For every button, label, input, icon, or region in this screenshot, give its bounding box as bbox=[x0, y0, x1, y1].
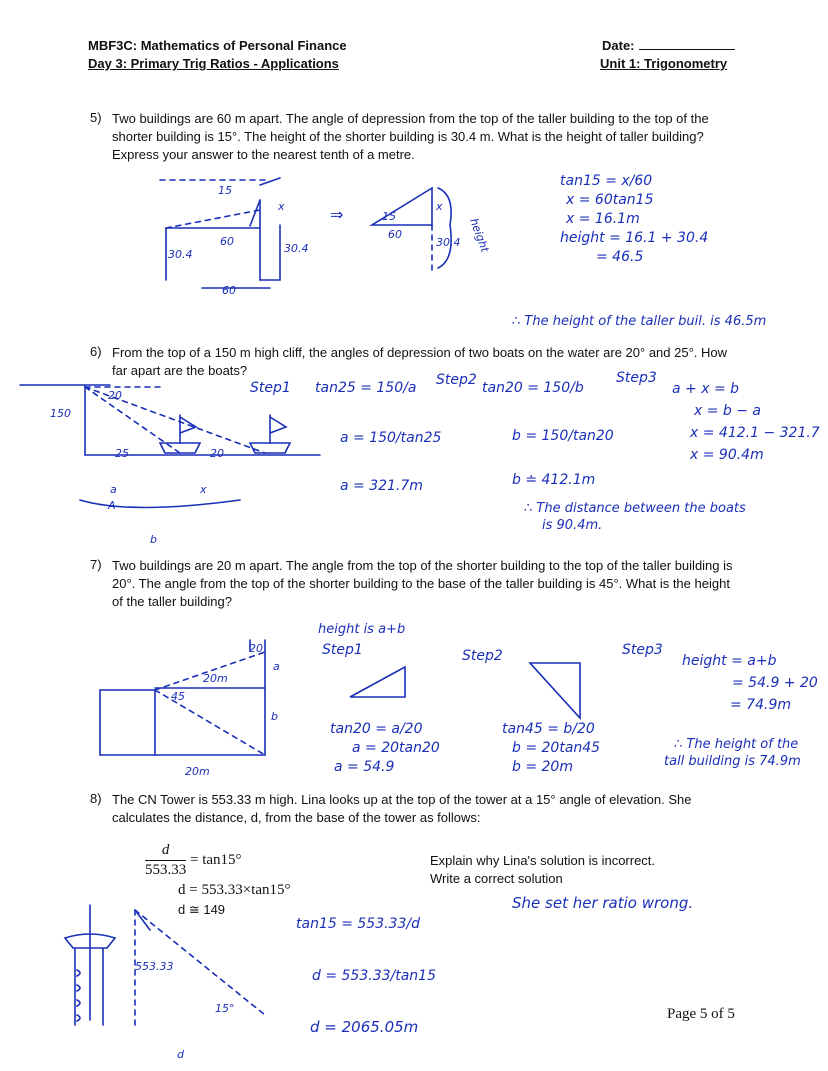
q6-diagram bbox=[20, 375, 320, 550]
q7-conclusion-line: ∴ The height of the bbox=[674, 737, 799, 752]
q6-step2-line: b ≐ 412.1m bbox=[512, 472, 596, 488]
q6-step3-line: a + x = b bbox=[672, 381, 740, 397]
q5-small-304: 30.4 bbox=[436, 236, 461, 249]
course-title: MBF3C: Mathematics of Personal Finance bbox=[88, 38, 347, 53]
question-6-number: 6) bbox=[90, 344, 102, 359]
q6-step1-line: a = 321.7m bbox=[340, 478, 423, 494]
question-6-text: From the top of a 150 m high cliff, the angles of depression of two boats on the water are 20° and 25°. How far apart are the boats? bbox=[112, 345, 728, 378]
q6-step3-work bbox=[672, 378, 820, 466]
q5-diagram bbox=[150, 170, 530, 310]
q7-step3-line: height = a+b bbox=[682, 653, 777, 669]
q7-step2-triangle bbox=[525, 658, 595, 728]
q6-conclusion bbox=[524, 500, 746, 534]
q5-work bbox=[560, 172, 708, 267]
q5-angle-label: 15 bbox=[218, 184, 232, 197]
q6-x-label: x bbox=[200, 483, 207, 496]
q5-conclusion: ∴ The height of the taller buil. is 46.5m bbox=[512, 314, 767, 329]
q5-height-label: height bbox=[467, 216, 492, 254]
q6-step3-label: Step3 bbox=[616, 370, 657, 386]
q7-a-label: a bbox=[273, 660, 280, 673]
q7-conclusion-line: tall building is 74.9m bbox=[664, 754, 801, 769]
q5-short-height: 30.4 bbox=[168, 248, 193, 261]
q5-work-line: tan15 = x/60 bbox=[560, 173, 653, 189]
question-5-number: 5) bbox=[90, 110, 102, 125]
q8-d-label: d bbox=[177, 1048, 184, 1061]
q5-arrow-60: 60 bbox=[222, 284, 236, 297]
q7-step3-line: = 74.9m bbox=[730, 697, 791, 713]
q7-step1-line: a = 54.9 bbox=[334, 759, 395, 775]
q5-60-label: 60 bbox=[220, 235, 234, 248]
q7-step2-work bbox=[502, 720, 600, 777]
q7-bottom-20m: 20m bbox=[185, 765, 210, 778]
q7-step1-label: Step1 bbox=[322, 642, 363, 658]
q7-step3-line: = 54.9 + 20 bbox=[732, 675, 818, 691]
q7-angle-20: 20 bbox=[249, 642, 263, 655]
q6-step1-line: a = 150/tan25 bbox=[340, 430, 442, 446]
q6-step2-line: b = 150/tan20 bbox=[512, 428, 614, 444]
question-5-text: Two buildings are 60 m apart. The angle of depression from the top of the taller building to the top of the shorter building is 15°. The height of the shorter building is 30.4 m. What is the height of taller building? Express your answer to the nearest tenth of a metre. bbox=[112, 111, 709, 162]
q8-height-label: 553.33 bbox=[135, 960, 174, 973]
date-label: Date: bbox=[602, 38, 735, 53]
q6-step3-line: x = b − a bbox=[694, 403, 762, 419]
unit-title: Unit 1: Trigonometry bbox=[600, 56, 728, 71]
q7-step1-line: a = 20tan20 bbox=[352, 740, 440, 756]
lina-line-2: d = 553.33×tan15° bbox=[178, 882, 291, 898]
q7-step3-work bbox=[682, 650, 818, 716]
q6-step2-line: tan20 = 150/b bbox=[482, 380, 584, 396]
q7-step2-line: b = 20m bbox=[512, 759, 573, 775]
question-7-text: Two buildings are 20 m apart. The angle from the top of the shorter building to the top of the taller building is 20°. The angle from the top of the shorter building to the base of the taller building is 45°. What is the height of the taller building? bbox=[112, 558, 733, 609]
q7-step1-work bbox=[330, 720, 440, 777]
q7-note: height is a+b bbox=[318, 622, 406, 637]
q7-step2-line: b = 20tan45 bbox=[512, 740, 601, 756]
lina-line-3: d ≅ 149 bbox=[178, 902, 226, 917]
q5-work-line: x = 16.1m bbox=[566, 211, 640, 227]
page-number: Page 5 of 5 bbox=[667, 1006, 735, 1022]
q6-angle-20: 20 bbox=[210, 447, 224, 460]
q6-step2-label: Step2 bbox=[436, 372, 477, 388]
q8-angle-label: 15° bbox=[215, 1002, 235, 1015]
q7-b-label: b bbox=[271, 710, 278, 723]
q8-work-line-1: tan15 = 553.33/d bbox=[296, 916, 420, 932]
q7-diagram bbox=[95, 630, 325, 780]
q6-top-angle: 20 bbox=[108, 389, 122, 402]
q6-step3-line: x = 412.1 − 321.7 bbox=[690, 425, 820, 441]
q8-cn-tower-diagram bbox=[55, 900, 295, 1070]
lina-equation: $\frac{d}{553.33}$ = tan15° bbox=[145, 842, 242, 878]
q7-step2-line: tan45 = b/20 bbox=[502, 721, 595, 737]
q7-step1-triangle bbox=[345, 665, 415, 705]
q6-step1-line: tan25 = 150/a bbox=[315, 380, 417, 396]
q5-tall-label: 30.4 bbox=[284, 242, 309, 255]
q5-x-label: x bbox=[278, 200, 285, 213]
q6-a-label: a bbox=[110, 483, 117, 496]
q5-work-line: x = 60tan15 bbox=[566, 192, 654, 208]
question-8-number: 8) bbox=[90, 791, 102, 806]
question-7-number: 7) bbox=[90, 557, 102, 572]
q8-prompt: Explain why Lina's solution is incorrect. Write a correct solution bbox=[430, 853, 656, 886]
q6-step3-line: x = 90.4m bbox=[690, 447, 764, 463]
q6-b-label: b bbox=[150, 533, 157, 546]
lesson-title: Day 3: Primary Trig Ratios - Applications bbox=[88, 56, 339, 71]
q7-conclusion bbox=[650, 736, 801, 770]
q8-answer: She set her ratio wrong. bbox=[512, 894, 694, 912]
lina-fraction: $\frac{d}{553.33}$ bbox=[145, 842, 187, 878]
question-8-text: The CN Tower is 553.33 m high. Lina looks up at the top of the tower at a 15° angle of elevation. She calculates the distance, d, from the base of the tower as follows: bbox=[112, 792, 692, 825]
q5-small-60: 60 bbox=[388, 228, 402, 241]
q5-work-line: height = 16.1 + 30.4 bbox=[560, 230, 709, 246]
q6-conclusion-line: is 90.4m. bbox=[542, 518, 603, 533]
q7-20m-label: 20m bbox=[203, 672, 228, 685]
q5-small-x: x bbox=[436, 200, 443, 213]
q8-work-line-3: d = 2065.05m bbox=[310, 1018, 419, 1036]
q7-angle-45: 45 bbox=[171, 690, 185, 703]
q6-cliff-height: 150 bbox=[50, 407, 71, 420]
q5-small-angle: 15 bbox=[382, 210, 396, 223]
q6-angle-25: 25 bbox=[115, 447, 129, 460]
q7-step3-label: Step3 bbox=[622, 642, 663, 658]
q6-conclusion-line: ∴ The distance between the boats bbox=[524, 501, 746, 516]
q6-step1-label: Step1 bbox=[250, 380, 291, 396]
q7-step2-label: Step2 bbox=[462, 648, 503, 664]
q7-step1-line: tan20 = a/20 bbox=[330, 721, 423, 737]
q5-work-line: = 46.5 bbox=[596, 249, 644, 265]
q5-implies-arrow: ⇒ bbox=[330, 205, 344, 224]
q8-work-line-2: d = 553.33/tan15 bbox=[312, 968, 436, 984]
q6-A-label: A bbox=[108, 499, 116, 512]
